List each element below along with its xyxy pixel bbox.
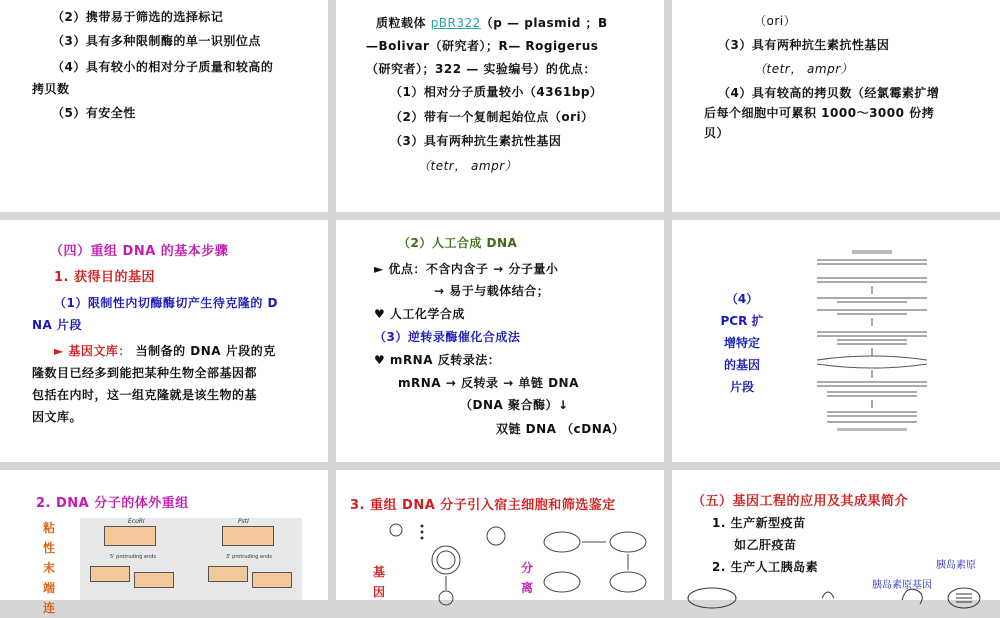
text-line: 包括在内时，这一组克隆就是该生物的基 — [32, 388, 258, 402]
gene-box — [222, 526, 274, 546]
side-char: 端 — [42, 581, 55, 595]
text-line: （ori） — [754, 14, 797, 28]
text-line: → 易于与载体结合； — [434, 284, 550, 298]
text-line: 如乙肝疫苗 — [734, 538, 797, 552]
text-line: （tetr， ampr） — [754, 62, 854, 76]
slide-pcr — [672, 220, 1000, 462]
gene-box — [134, 572, 174, 588]
text-line: （3）具有多种限制酶的单一识别位点 — [52, 34, 261, 48]
section-heading: （四）重组 DNA 的基本步骤 — [50, 244, 229, 259]
gene-box — [90, 566, 130, 582]
gene-box — [252, 572, 292, 588]
text-line: （4）具有较高的拷贝数（经氯霉素扩增 — [718, 86, 940, 100]
label-line: 增特定 — [723, 336, 760, 350]
side-char: 性 — [42, 541, 55, 555]
slide-in-vitro-recombination — [0, 470, 328, 615]
enzyme-label: PstI — [238, 518, 249, 525]
slide-recombinant-steps — [0, 220, 328, 462]
side-char: 粘 — [42, 521, 55, 535]
text-line: （2）携带易于筛选的选择标记 — [52, 10, 224, 24]
side-char: 连 — [42, 601, 55, 615]
side-char: 分 — [520, 561, 533, 575]
text-line: ♥ 人工化学合成 — [374, 307, 465, 321]
slide-applications — [672, 470, 1000, 600]
ends-label: 3' protruding ends — [226, 554, 273, 560]
section-heading: 2. DNA 分子的体外重组 — [36, 496, 189, 511]
transformation-diagram — [376, 520, 516, 600]
side-char: 末 — [42, 561, 55, 575]
slide-artificial-synthesis — [336, 220, 664, 462]
text-line: 双链 DNA （cDNA） — [496, 422, 625, 436]
section-heading: 3. 重组 DNA 分子引入宿主细胞和筛选鉴定 — [350, 498, 616, 513]
side-char: 离 — [520, 581, 533, 595]
pcr-diagram — [797, 248, 947, 434]
insulin-diagram — [672, 578, 1000, 600]
text-line: （1）相对分子质量较小（4361bp） — [390, 85, 603, 99]
enzyme-label: EcoRI — [128, 518, 145, 525]
text-line: （3）逆转录酶催化合成法 — [374, 330, 521, 344]
text-fragment: 当制备的 DNA 片段的克 — [135, 344, 276, 358]
side-label — [42, 518, 56, 618]
gene-box — [104, 526, 156, 546]
slide-pbr322 — [336, 0, 664, 212]
label-line: 片段 — [729, 380, 754, 394]
text-line: —Bolivar（研究者）；R— Rogigerus — [366, 39, 599, 53]
text-line: （tetr， ampr） — [418, 159, 518, 173]
slide-vector-features — [0, 0, 328, 212]
text-line: （2）带有一个复制起始位点（ori） — [390, 110, 594, 124]
text-line: （DNA 聚合酶）↓ — [460, 398, 569, 412]
text-line: mRNA → 反转录 → 单链 DNA — [398, 376, 579, 390]
text-line: （研究者）；322 — 实验编号）的优点： — [366, 62, 596, 76]
library-term: ► 基因文库： — [54, 344, 131, 358]
text-line: 贝） — [704, 126, 730, 140]
side-char: 基 — [372, 565, 385, 579]
text-line: 后每个细胞中可累积 1000～3000 份拷 — [704, 106, 935, 120]
text-line: （5）有安全性 — [52, 106, 136, 120]
text-fragment: 质粒载体 — [376, 16, 431, 30]
label-line: PCR 扩 — [720, 314, 764, 328]
text-line: 隆数目已经多到能把某种生物全部基因都 — [32, 366, 258, 380]
text-line: 因文库。 — [32, 410, 83, 424]
text-line: （4）具有较小的相对分子质量和较高的 — [52, 60, 274, 74]
section-heading: （2）人工合成 DNA — [398, 236, 518, 250]
side-char: 因 — [372, 585, 385, 599]
gene-box — [208, 566, 248, 582]
label-line: 的基因 — [723, 358, 760, 372]
insulin-gene-label: 胰岛素原基因 — [872, 580, 932, 591]
ends-label: 5' protruding ends — [110, 554, 157, 560]
slide-host-transformation — [336, 470, 664, 600]
text-line: ♥ mRNA 反转录法： — [374, 353, 501, 367]
text-line: （3）具有两种抗生素抗性基因 — [718, 38, 890, 52]
sticky-ends-figure — [80, 518, 302, 600]
text-line: 1. 生产新型疫苗 — [712, 516, 806, 530]
text-line: 2. 生产人工胰岛素 — [712, 560, 819, 574]
text-fragment: （p — plasmid ；B — [480, 16, 608, 30]
text-line: （1）限制性内切酶酶切产生待克隆的 D — [54, 296, 278, 310]
section-heading: （五）基因工程的应用及其成果简介 — [692, 494, 909, 509]
screening-diagram — [532, 520, 658, 600]
insulin-label: 胰岛素原 — [936, 560, 976, 571]
pcr-label — [712, 288, 772, 398]
slide-pbr322-continued — [672, 0, 1000, 212]
text-line — [54, 342, 276, 359]
text-line: NA 片段 — [32, 318, 83, 332]
text-line: 拷贝数 — [32, 82, 70, 96]
sub-heading: 1. 获得目的基因 — [54, 270, 156, 285]
text-line: ► 优点：不含内含子 → 分子量小 — [374, 262, 559, 276]
text-line: （3）具有两种抗生素抗性基因 — [390, 134, 562, 148]
pbr322-link[interactable]: pBR322 — [430, 16, 481, 30]
text-line — [376, 14, 608, 31]
label-line: （4） — [725, 292, 759, 306]
